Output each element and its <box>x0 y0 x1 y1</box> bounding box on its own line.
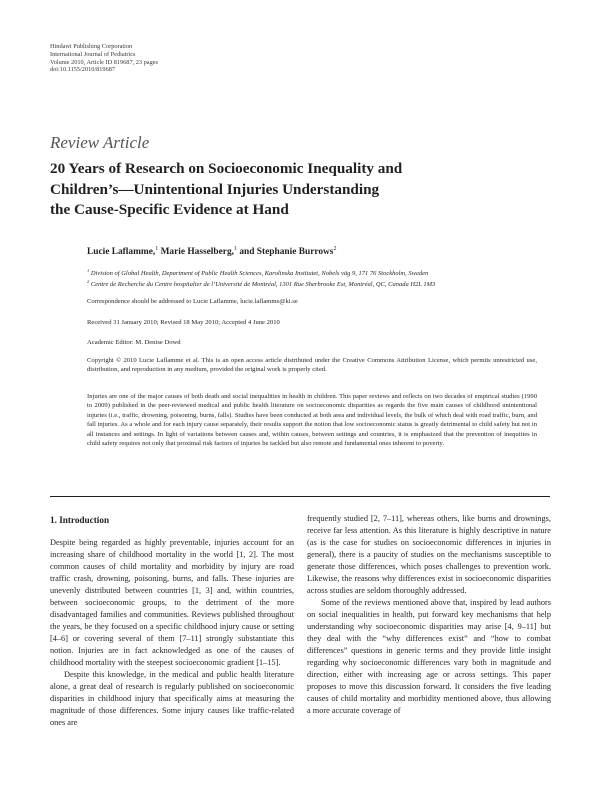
left-column <box>50 537 294 729</box>
article-title <box>50 159 550 221</box>
author-name: and Stephanie Burrows <box>236 247 334 257</box>
academic-editor: Academic Editor: M. Denise Dowd <box>87 339 181 346</box>
author-affiliation-mark: 2 <box>333 245 337 252</box>
affiliation-number: 2 <box>87 278 90 284</box>
affiliation-number: 1 <box>87 267 90 273</box>
received-dates: Received 31 January 2010; Revised 18 May 2010; Accepted 4 June 2010 <box>87 319 280 326</box>
body-paragraph: Despite this knowledge, in the medical and public health literature alone, a great deal of research is regularly published on socioeconomic disparities in childhood injury that specifically aims at measuring the magnitude of those differences. Some injury causes like traffic-related ones are <box>50 670 294 727</box>
title-line: the Cause-Specific Evidence at Hand <box>50 201 289 218</box>
affiliation-text: Centre de Recherche du Centre hospitalier de l’Université de Montréal, 1301 Rue Sherbrooke Est, Montréal, QC, Canada H2L 1M3 <box>89 281 436 288</box>
author-list <box>87 247 336 257</box>
author-name: Marie Hasselberg, <box>158 247 234 257</box>
abstract: Injuries are one of the major causes of both death and social inequalities in health in children. This paper reviews and reflects on two decades of empirical studies (1990 to 2009) published in the peer-reviewed medical and public health literature on socioeconomic disparities as regards the five main causes of childhood unintentional injuries (i.e., traffic, drowning, poisoning, burns, falls). Studies have been conducted at both area and individual levels, the bulk of which deal with road traffic, burn, and fall injuries. As a whole and for each injury cause separately, their results support the notion that low socioeconomic status is greatly detrimental to child safety but not in all instances and settings. In light of variations between causes and, within causes, between settings and countries, it is emphasized that the prevention of inequities in child safety requires not only that proximal risk factors of injuries be tackled but also remote and fundamental ones inherent to poverty. <box>87 393 537 448</box>
title-line: Children’s—Unintentional Injuries Understanding <box>50 180 380 198</box>
journal-name: International Journal of Pediatrics <box>50 50 136 58</box>
author-affiliation-mark: 1 <box>155 245 159 252</box>
section-heading: 1. Introduction <box>50 515 110 525</box>
affiliations <box>87 268 435 290</box>
affiliation-text: Division of Global Health, Department of Public Health Sciences, Karolinska Institutet, Nobels väg 9, 171 76 Stockholm, Sweden <box>89 270 429 277</box>
publisher-name: Hindawi Publishing Corporation <box>50 43 133 50</box>
body-paragraph: Despite being regarded as highly preventable, injuries account for an increasing share of childhood mortality in the world [1, 2]. The most common causes of child mortality and morbidity by injury are road traffic crash, drowning, poisoning, burns, and falls. These injuries are unevenly distributed between countries [1, 3] and, within countries, between socioeconomic groups, to the detriment of the more disadvantaged families and communities. Reviews published throughout the years, be they focused on a specific childhood injury cause or setting [4–6] or covering several of them [7–11] strongly substantiate this notion. Injuries are in fact acknowledged as one of the causes of childhood mortality with the steepest socioeconomic gradient [1–15]. <box>50 538 294 667</box>
affiliation <box>87 268 435 279</box>
title-line: 20 Years of Research on Socioeconomic Inequality and <box>50 160 403 177</box>
right-column <box>307 513 551 717</box>
article-type: Review Article <box>50 133 150 152</box>
copyright-notice: Copyright © 2010 Lucie Laflamme et al. This is an open access article distributed under the Creative Commons Attribution License, which permits unrestricted use, distribution, and reproduction in any medium, provided the original work is properly cited. <box>87 357 537 374</box>
author-affiliation-mark: 1 <box>233 245 237 252</box>
doi: doi:10.1155/2010/819687 <box>50 66 116 74</box>
body-paragraph: Some of the reviews mentioned above that, inspired by lead authors on social inequalities in health, put forward key mechanisms that help understanding why socioeconomic disparities may arise [4, 9–11] but they deal with the “why differences exist” and “how to combat differences” questions in generic terms and they provide little insight regarding why socioeconomic differences vary both in magnitude and direction, either with increasing age or across settings. This paper proposes to move this discussion forward. It considers the five leading causes of child mortality and morbidity mentioned above, thus allowing a more accurate coverage of <box>307 598 551 715</box>
volume-info: Volume 2010, Article ID 819687, 23 pages <box>50 58 158 66</box>
journal-header <box>50 43 158 74</box>
author-name: Lucie Laflamme, <box>87 247 156 257</box>
affiliation <box>87 279 435 290</box>
correspondence-line <box>87 298 298 305</box>
section-divider <box>50 496 550 497</box>
correspondence-text: Correspondence should be addressed to Lucie Laflamme, lucie.laflamme@ki.se <box>87 298 298 305</box>
body-paragraph: frequently studied [2, 7–11], whereas others, like burns and drownings, receive far less attention. As this literature is highly descriptive in nature (as is the case for studies on socioeconomic differences in injuries in general), there is a paucity of studies on the mechanisms susceptible to generate those differences, which poses challenges to prevention work. Likewise, the reasons why differences exist in socioeconomic disparities across studies are seldom thoroughly addressed. <box>307 514 551 595</box>
